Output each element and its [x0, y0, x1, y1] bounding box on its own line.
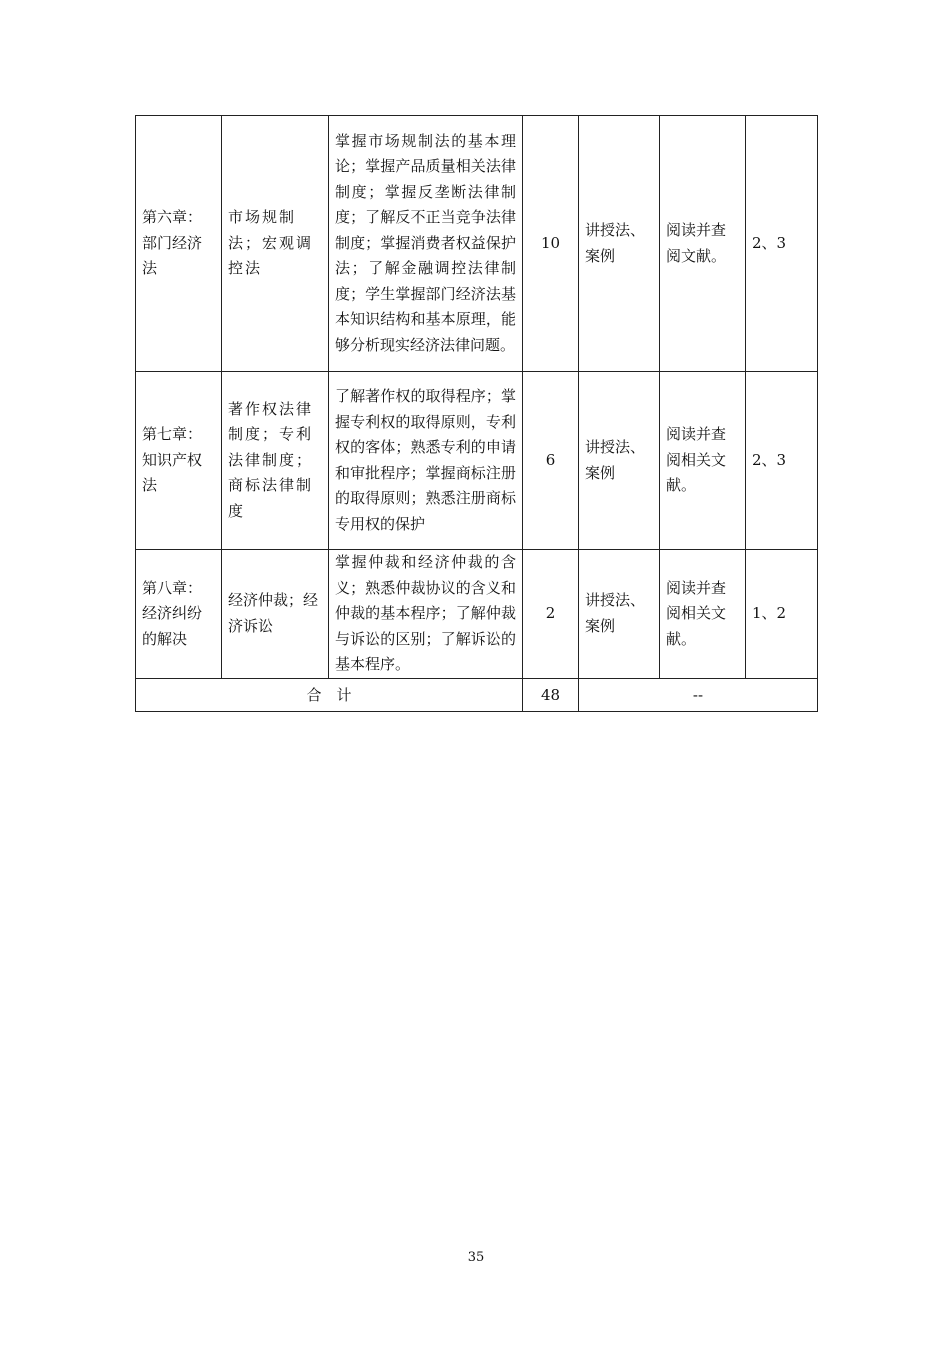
topics-cell: 经济仲裁；经济诉讼 [222, 550, 329, 679]
chapter-cell: 第八章：经济纠纷的解决 [136, 550, 222, 679]
total-rest: -- [579, 678, 818, 711]
method-cell: 讲授法、案例 [579, 550, 660, 679]
total-label: 合 计 [136, 678, 523, 711]
requirements-cell: 了解著作权的取得程序；掌握专利权的取得原则，专利权的客体；熟悉专利的申请和审批程序；掌握商标注册的取得原则；熟悉注册商标专用权的保护 [329, 372, 523, 550]
topics-cell: 市场规制法；宏观调控法 [222, 116, 329, 372]
hours-cell: 10 [523, 116, 579, 372]
requirements-cell: 掌握市场规制法的基本理论；掌握产品质量相关法律制度；掌握反垄断法律制度；了解反不正当竞争法律制度；掌握消费者权益保护法；了解金融调控法律制度；学生掌握部门经济法基本知识结构和基本原理，能够分析现实经济法律问题。 [329, 116, 523, 372]
objectives-cell: 2、3 [746, 116, 818, 372]
objectives-cell: 2、3 [746, 372, 818, 550]
method-cell: 讲授法、案例 [579, 116, 660, 372]
objectives-cell: 1、2 [746, 550, 818, 679]
total-row [136, 678, 818, 711]
total-hours: 48 [523, 678, 579, 711]
hours-cell: 2 [523, 550, 579, 679]
requirements-cell: 掌握仲裁和经济仲裁的含义；熟悉仲裁协议的含义和仲裁的基本程序；了解仲裁与诉讼的区别；了解诉讼的基本程序。 [329, 550, 523, 679]
page-number: 35 [467, 1250, 485, 1265]
course-schedule-table [135, 115, 818, 712]
topics-cell: 著作权法律制度；专利法律制度；商标法律制度 [222, 372, 329, 550]
table-row [136, 372, 818, 550]
hours-cell: 6 [523, 372, 579, 550]
assignment-cell: 阅读并查阅相关文献。 [660, 550, 746, 679]
chapter-cell: 第七章：知识产权法 [136, 372, 222, 550]
assignment-cell: 阅读并查阅文献。 [660, 116, 746, 372]
table-row [136, 550, 818, 679]
assignment-cell: 阅读并查阅相关文献。 [660, 372, 746, 550]
table-row [136, 116, 818, 372]
chapter-cell: 第六章：部门经济法 [136, 116, 222, 372]
method-cell: 讲授法、案例 [579, 372, 660, 550]
